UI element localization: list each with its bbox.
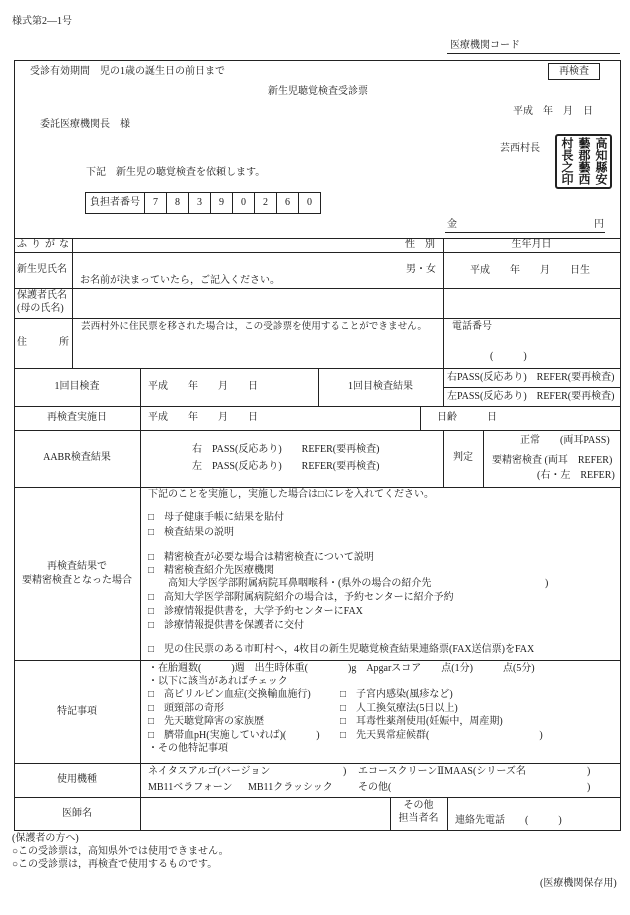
followup-intro: 下記のことを実施し，実施した場合は□にレを入れてください。 xyxy=(148,489,435,500)
followup-item: □ 高知大学医学部附属病院紹介の場合は，予約センターに紹介予約 xyxy=(148,592,454,603)
form-number: 様式第2―1号 xyxy=(12,16,72,27)
addressee: 委託医療機関長 様 xyxy=(40,119,130,130)
followup-item: □ 児の住民票のある市町村へ，4枚目の新生児聴覚検査結果連絡票(FAX送信票)をFAX xyxy=(148,644,535,655)
device-other: その他( xyxy=(358,782,392,793)
row-rule xyxy=(14,368,620,369)
amount-underline xyxy=(445,232,605,233)
row-rule xyxy=(14,406,620,407)
payer-digit: 2 xyxy=(254,192,277,214)
followup-item: □ 精密検査が必要な場合は精密検査について説明 xyxy=(148,552,374,563)
newborn-name-hint: お名前が決まっていたら，ご記入ください。 xyxy=(80,275,280,286)
judgment-normal: 正常 (両耳PASS) xyxy=(520,435,610,446)
row-rule xyxy=(14,288,620,289)
newborn-name-label: 新生児氏名 xyxy=(17,264,67,275)
payer-digit: 0 xyxy=(298,192,321,214)
row-rule xyxy=(14,487,620,488)
first-exam-date: 平成 年 月 日 xyxy=(148,381,258,392)
address-label: 住 所 xyxy=(17,337,73,348)
column-rule xyxy=(420,406,421,430)
column-rule xyxy=(447,797,448,830)
age-days: 日齢 日 xyxy=(437,412,497,423)
risk-item: □ 高ビリルビン血症(交換輸血施行) xyxy=(148,689,311,700)
device-echoscreen-close: ) xyxy=(587,766,591,777)
contact-phone: 連絡先電話 ( ) xyxy=(455,815,562,826)
payer-digit: 6 xyxy=(276,192,299,214)
payer-number-label: 負担者番号 xyxy=(85,192,145,214)
row-rule xyxy=(14,430,620,431)
device-beraphone: MB11ベラフォーン xyxy=(148,782,233,793)
guardian-sub-label: (母の氏名) xyxy=(17,303,64,314)
institution-code-label: 医療機関コード xyxy=(450,40,520,51)
birthdate-value: 平成 年 月 日生 xyxy=(470,265,590,276)
risk-item: □ 臍帯血pH(実施していれば)( ) xyxy=(148,730,320,741)
gestation-line: ・在胎週数( )週 出生時体重( )g Apgarスコア 点(1分) 点(5分) xyxy=(148,663,535,674)
address-note: 芸西村外に住民票を移された場合は，この受診票を使用することができません。 xyxy=(81,321,427,332)
first-result-left: 左PASS(反応あり) REFER(要再検査) xyxy=(447,391,615,402)
reexam-date: 平成 年 月 日 xyxy=(148,412,258,423)
device-classic: MB11クラッシック xyxy=(248,782,333,793)
row-rule xyxy=(14,318,620,319)
furigana-label: ふりがな xyxy=(17,239,73,250)
payer-digit: 8 xyxy=(166,192,189,214)
row-rule xyxy=(14,660,620,661)
official-seal xyxy=(555,134,612,189)
issue-date: 平成 年 月 日 xyxy=(513,106,593,117)
followup-referral-line: 高知大学医学部附属病院耳鼻咽喉科・(県外の場合の紹介先 xyxy=(168,578,432,589)
judgment-label: 判定 xyxy=(453,452,473,463)
request-text: 下記 新生児の聴覚検査を依頼します。 xyxy=(86,167,266,178)
reexam-date-label: 再検査実施日 xyxy=(47,412,107,423)
risk-item: □ 耳毒性薬剤使用(妊娠中，周産期) xyxy=(340,716,503,727)
followup-referral-close: ) xyxy=(545,578,549,589)
risk-item: □ 人工換気療法(5日以上) xyxy=(340,703,458,714)
birthdate-label: 生年月日 xyxy=(511,239,552,250)
followup-label-2: 要精密検査となった場合 xyxy=(22,575,132,586)
validity-period: 受診有効期間 児の1歳の誕生日の前日まで xyxy=(30,66,225,77)
device-natus-close: ) xyxy=(343,766,347,777)
aabr-label: AABR検査結果 xyxy=(43,452,111,463)
risk-item: □ 頭頸部の奇形 xyxy=(148,703,225,714)
risk-item: □ 先天聴覚障害の家族歴 xyxy=(148,716,265,727)
phone-label: 電話番号 xyxy=(452,321,492,332)
aabr-left: 左 PASS(反応あり) REFER(要再検査) xyxy=(192,461,380,472)
amount-suffix: 円 xyxy=(594,219,604,230)
footer-note: ○この受診票は，高知県外では使用できません。 xyxy=(12,846,229,857)
judgment-one: (右・左 REFER) xyxy=(537,470,615,481)
copy-label: (医療機関保存用) xyxy=(540,878,617,889)
first-result-right: 右PASS(反応あり) REFER(要再検査) xyxy=(447,372,615,383)
reexam-badge: 再検査 xyxy=(548,63,600,80)
followup-item: □ 精密検査紹介先医療機関 xyxy=(148,565,275,576)
payer-digit: 7 xyxy=(144,192,167,214)
issuer: 芸西村長 xyxy=(500,143,540,154)
special-notes-label: 特記事項 xyxy=(57,706,97,717)
payer-digit: 0 xyxy=(232,192,255,214)
row-rule xyxy=(14,252,620,253)
check-intro: ・以下に該当があればチェック xyxy=(148,676,288,687)
sex-options: 男・女 xyxy=(406,264,436,275)
payer-digit: 3 xyxy=(188,192,211,214)
row-rule xyxy=(443,387,620,388)
followup-item: □ 検査結果の説明 xyxy=(148,527,235,538)
judgment-both: 要精密検査 (両耳 REFER) xyxy=(492,455,613,466)
column-rule xyxy=(140,368,141,830)
device-other-close: ) xyxy=(587,782,591,793)
aabr-right: 右 PASS(反応あり) REFER(要再検査) xyxy=(192,444,380,455)
footer-heading: (保護者の方へ) xyxy=(12,833,79,844)
form-title: 新生児聴覚検査受診票 xyxy=(268,86,368,97)
sex-label: 性 別 xyxy=(405,239,435,250)
followup-item: □ 診療情報提供書を保護者に交付 xyxy=(148,620,305,631)
device-natus: ネイタスアルゴ(バージョン xyxy=(148,766,271,777)
first-result-label: 1回目検査結果 xyxy=(348,381,413,392)
other-notes: ・その他特記事項 xyxy=(148,743,228,754)
row-rule xyxy=(14,797,620,798)
first-exam-label: 1回目検査 xyxy=(54,381,100,392)
device-label: 使用機種 xyxy=(57,774,97,785)
guardian-label: 保護者氏名 xyxy=(17,290,67,301)
column-rule xyxy=(483,430,484,487)
footer-note: ○この受診票は，再検査で使用するものです。 xyxy=(12,859,218,870)
followup-item: □ 診療情報提供書を，大学予約センターにFAX xyxy=(148,606,363,617)
payer-number-table xyxy=(85,192,321,214)
amount-prefix: 金 xyxy=(447,219,457,230)
seal-lettering: 高知縣安藝郡藝西村長之印 xyxy=(560,137,608,185)
row-rule xyxy=(14,763,620,764)
payer-digit: 9 xyxy=(210,192,233,214)
institution-code-underline xyxy=(447,53,620,54)
staff-label-1: その他 xyxy=(403,800,434,811)
device-echoscreen: エコースクリーンⅡMAAS(シリーズ名 xyxy=(358,766,526,777)
risk-item: □ 先天異常症候群( ) xyxy=(340,730,543,741)
doctor-label: 医師名 xyxy=(62,808,92,819)
followup-label-1: 再検査結果で xyxy=(47,561,107,572)
column-rule xyxy=(443,238,444,406)
followup-item: □ 母子健康手帳に結果を貼付 xyxy=(148,512,285,523)
staff-label-2: 担当者名 xyxy=(398,813,439,824)
phone-value: ( ) xyxy=(490,351,527,362)
risk-item: □ 子宮内感染(風疹など) xyxy=(340,689,453,700)
